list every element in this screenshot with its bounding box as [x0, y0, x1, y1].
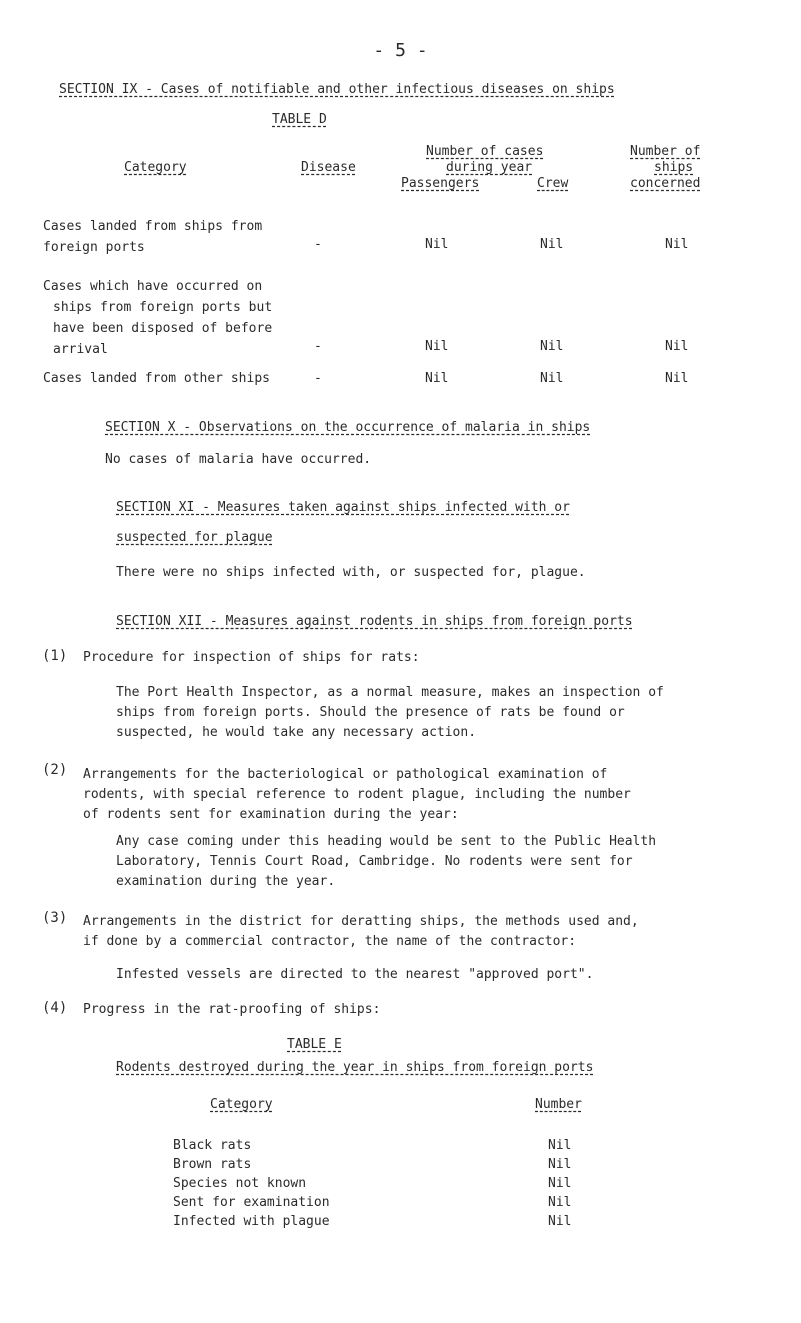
table-d-header-ships-line1: Number of	[630, 144, 701, 159]
table-e-row-category: Black rats	[173, 1138, 252, 1153]
table-e-number-column	[548, 1136, 571, 1231]
item-title: Arrangements for the bacteriological or pathological examination of rodents, with special reference to rodent plague, including the number of rodents sent for examination during the year:	[83, 767, 631, 822]
section-xi-body: There were no ships infected with, or suspected for, plague.	[116, 565, 586, 580]
table-e-row-category: Sent for examination	[173, 1195, 330, 1210]
table-d-row-crew: Nil	[540, 339, 564, 354]
item-body: The Port Health Inspector, as a normal measure, makes an inspection of ships from foreign ports. Should the presence of rats be found or suspected, he would take any necessary action.	[116, 685, 664, 740]
item-marker: (4)	[42, 1000, 68, 1016]
item-title: Procedure for inspection of ships for rats:	[83, 650, 420, 665]
section-xi-heading: SECTION XI - Measures taken against ships infected with or	[116, 500, 570, 515]
item-body: Any case coming under this heading would be sent to the Public Health Laboratory, Tennis Court Road, Cambridge. No rodents were sent for examination during the year.	[116, 834, 657, 889]
table-d-row-crew: Nil	[540, 237, 564, 252]
table-d-header-crew: Crew	[537, 176, 569, 191]
table-d-row-category: Cases which have occurred on ships from foreign ports but have been disposed of before arrival	[43, 279, 273, 357]
section-x-heading: SECTION X - Observations on the occurrence of malaria in ships	[105, 420, 591, 435]
section-ix-heading: SECTION IX - Cases of notifiable and other infectious diseases on ships	[59, 82, 615, 97]
table-e-header-number: Number	[535, 1097, 582, 1112]
table-d-row-ships: Nil	[665, 237, 689, 252]
item-marker: (2)	[42, 762, 68, 778]
table-e-row-number: Nil	[548, 1138, 572, 1153]
table-e-subtitle: Rodents destroyed during the year in ships from foreign ports	[116, 1060, 594, 1075]
table-d-header-cases-line1: Number of cases	[426, 144, 544, 159]
table-d-header-passengers: Passengers	[401, 176, 480, 191]
item-marker: (1)	[42, 648, 68, 664]
table-d-row-disease: -	[314, 371, 322, 386]
table-d-header-category: Category	[124, 160, 187, 175]
section-xi-heading-cont: suspected for plague	[116, 530, 273, 545]
table-e-row-number: Nil	[548, 1157, 572, 1172]
table-e-row-number: Nil	[548, 1195, 572, 1210]
table-d-row-ships: Nil	[665, 339, 689, 354]
table-d-row-passengers: Nil	[425, 371, 449, 386]
table-d-row-disease: -	[314, 237, 322, 252]
table-e-title: TABLE E	[287, 1037, 342, 1052]
table-e-row-category: Brown rats	[173, 1157, 252, 1172]
table-d-row-category: Cases landed from ships from foreign ports	[43, 219, 263, 255]
table-d-row-crew: Nil	[540, 371, 564, 386]
table-e-row-category: Infected with plague	[173, 1214, 330, 1229]
section-xii-heading: SECTION XII - Measures against rodents in ships from foreign ports	[116, 614, 633, 629]
item-marker: (3)	[42, 910, 68, 926]
table-d-header-ships-line3: concerned	[630, 176, 701, 191]
table-d-header-cases-line2: during year	[446, 160, 533, 175]
page-number: - 5 -	[373, 40, 428, 61]
item-title: Arrangements in the district for deratting ships, the methods used and, if done by a commercial contractor, the name of the contractor:	[83, 914, 639, 949]
table-d-header-ships-line2: ships	[654, 160, 694, 175]
table-e-row-number: Nil	[548, 1214, 572, 1229]
table-d-row-passengers: Nil	[425, 339, 449, 354]
table-e-header-category: Category	[210, 1097, 273, 1112]
table-e-row-category: Species not known	[173, 1176, 307, 1191]
table-d-header-disease: Disease	[301, 160, 356, 175]
table-d-row-category: Cases landed from other ships	[43, 371, 270, 386]
table-d-row-disease: -	[314, 339, 322, 354]
item-title: Progress in the rat-proofing of ships:	[83, 1002, 381, 1017]
table-e-row-number: Nil	[548, 1176, 572, 1191]
table-e-category-column	[173, 1136, 330, 1231]
table-d-row-ships: Nil	[665, 371, 689, 386]
table-d-row-passengers: Nil	[425, 237, 449, 252]
section-x-body: No cases of malaria have occurred.	[105, 452, 372, 467]
table-d-title: TABLE D	[272, 112, 327, 127]
item-body: Infested vessels are directed to the nearest "approved port".	[116, 967, 594, 982]
